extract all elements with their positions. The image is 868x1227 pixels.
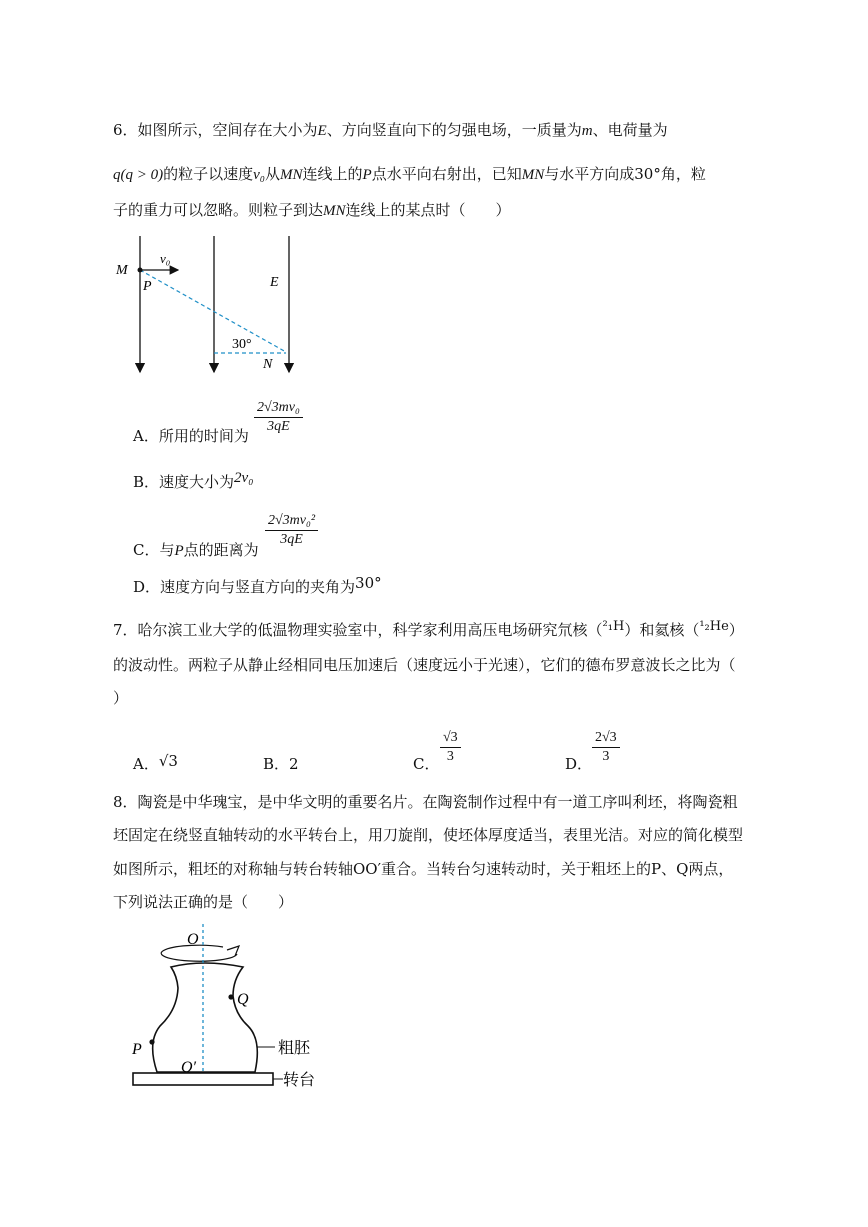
q6-text: 与水平方向成 [544, 165, 635, 183]
turntable [133, 1073, 273, 1085]
numerator: 2√3mv₀² [265, 513, 318, 531]
label-P: P [143, 279, 152, 294]
option-text: C．与 [133, 541, 175, 559]
mn-line [140, 270, 286, 352]
q7-text: ）和氦核（ [624, 621, 700, 639]
q7-option-A[interactable] [133, 754, 178, 774]
var-MN: MN [280, 167, 303, 183]
var-MN: MN [323, 203, 346, 219]
q6-text: 连线上的某点时（ ） [345, 201, 511, 219]
fraction [265, 513, 318, 548]
q6-line-2 [113, 164, 706, 185]
q6-text: 连线上的 [302, 165, 363, 183]
var-v0: v₀ [253, 167, 266, 183]
q7-option-B[interactable] [263, 754, 299, 774]
option-B[interactable] [133, 472, 253, 493]
q8-text: 8．陶瓷是中华瑰宝，是中华文明的重要名片。在陶瓷制作过程中有一道工序叫利坯，将陶瓷粗 [113, 793, 738, 811]
q8-line-3 [113, 859, 733, 879]
var-q: q(q > 0) [113, 167, 164, 183]
var-P: P [362, 167, 372, 183]
option-label: B．2 [263, 755, 299, 773]
q8-text: 下列说法正确的是（ ） [113, 893, 294, 911]
label-M: M [116, 263, 128, 278]
label-E: E [270, 275, 279, 290]
option-value: 2v₀ [234, 470, 254, 486]
label-blank: 粗胚 [278, 1040, 311, 1057]
q7-line-1 [113, 620, 744, 642]
option-C[interactable] [133, 540, 259, 561]
q6-text: 6．如图所示，空间存在大小为 [113, 121, 318, 139]
var-MN: MN [521, 167, 545, 183]
numerator: 2√3 [592, 730, 620, 748]
option-text: 点的距离为 [183, 541, 259, 559]
option-text: A．所用的时间为 [133, 427, 249, 445]
q7-option-C[interactable] [413, 754, 439, 774]
point-Q [228, 994, 233, 999]
q6-figure [108, 230, 308, 380]
q6-text: 子的重力可以忽略。则粒子到达 [113, 201, 324, 219]
q7-text: ） [728, 621, 744, 639]
angle: 30° [634, 165, 661, 183]
q6-line-3 [113, 200, 511, 221]
q6-text: 、电荷量为 [592, 121, 668, 139]
denominator: 3 [446, 749, 454, 764]
option-value: 30° [355, 574, 382, 592]
label-turntable: 转台 [283, 1072, 316, 1089]
helium-symbol: ¹₂He [699, 619, 729, 634]
q6-text: 从 [265, 165, 281, 183]
option-value: √3 [158, 752, 178, 770]
label-Q: Q [237, 991, 249, 1008]
denominator: 3qE [267, 419, 290, 434]
label-N: N [263, 357, 273, 372]
rotation-arrow [161, 945, 237, 961]
point-P [149, 1039, 154, 1044]
q7-text: 的波动性。两粒子从静止经相同电压加速后（速度远小于光速），它们的德布罗意波长之比为（ [113, 656, 736, 674]
var-E: E [317, 123, 327, 139]
label-O: O [187, 931, 199, 948]
fraction [592, 730, 620, 765]
option-label: D． [565, 755, 593, 773]
q8-text: 坯固定在绕竖直轴转动的水平转台上，用刀旋削，使坯体厚度适当，表里光洁。对应的简化模型 [113, 826, 744, 844]
q6-text: 角，粒 [660, 165, 706, 183]
label-P: P [132, 1041, 142, 1058]
q7-line-3 [113, 688, 128, 708]
q6-text: 、方向竖直向下的匀强电场，一质量为 [326, 121, 582, 139]
option-A[interactable] [133, 426, 249, 446]
q8-line-4 [113, 892, 293, 912]
var-P: P [174, 543, 184, 559]
q7-text: 7．哈尔滨工业大学的低温物理实验室中，科学家利用高压电场研究氘核（ [113, 621, 603, 639]
fraction [254, 400, 303, 435]
q6-text: 点水平向右射出，已知 [371, 165, 522, 183]
option-D[interactable] [133, 574, 382, 597]
label-v0: v₀ [160, 251, 171, 266]
option-text: D．速度方向与竖直方向的夹角为 [133, 578, 356, 596]
vase-outline [153, 963, 258, 1072]
q8-line-2 [113, 825, 743, 845]
q8-figure [125, 922, 340, 1092]
option-label: C． [413, 755, 440, 773]
var-m: m [581, 123, 593, 139]
q7-option-D[interactable] [565, 754, 592, 774]
label-angle: 30° [232, 337, 252, 352]
denominator: 3qE [280, 532, 303, 547]
label-O-prime: O′ [181, 1059, 197, 1076]
q7-line-2 [113, 655, 736, 675]
numerator: √3 [440, 730, 461, 748]
fraction [440, 730, 461, 765]
q6-line-1 [113, 120, 668, 141]
deuterium-symbol: ²₁H [602, 619, 625, 634]
denominator: 3 [602, 749, 610, 764]
q6-text: 的粒子以速度 [163, 165, 254, 183]
q7-text: ） [113, 689, 129, 707]
option-label: A． [133, 755, 159, 773]
q8-line-1 [113, 792, 738, 812]
q8-text: 如图所示，粗坯的对称轴与转台转轴OO′重合。当转台匀速转动时，关于粗坯上的P、Q两点， [113, 860, 734, 878]
option-text: B．速度大小为 [133, 473, 235, 491]
numerator: 2√3mv₀ [254, 400, 303, 418]
point-P [138, 268, 143, 273]
